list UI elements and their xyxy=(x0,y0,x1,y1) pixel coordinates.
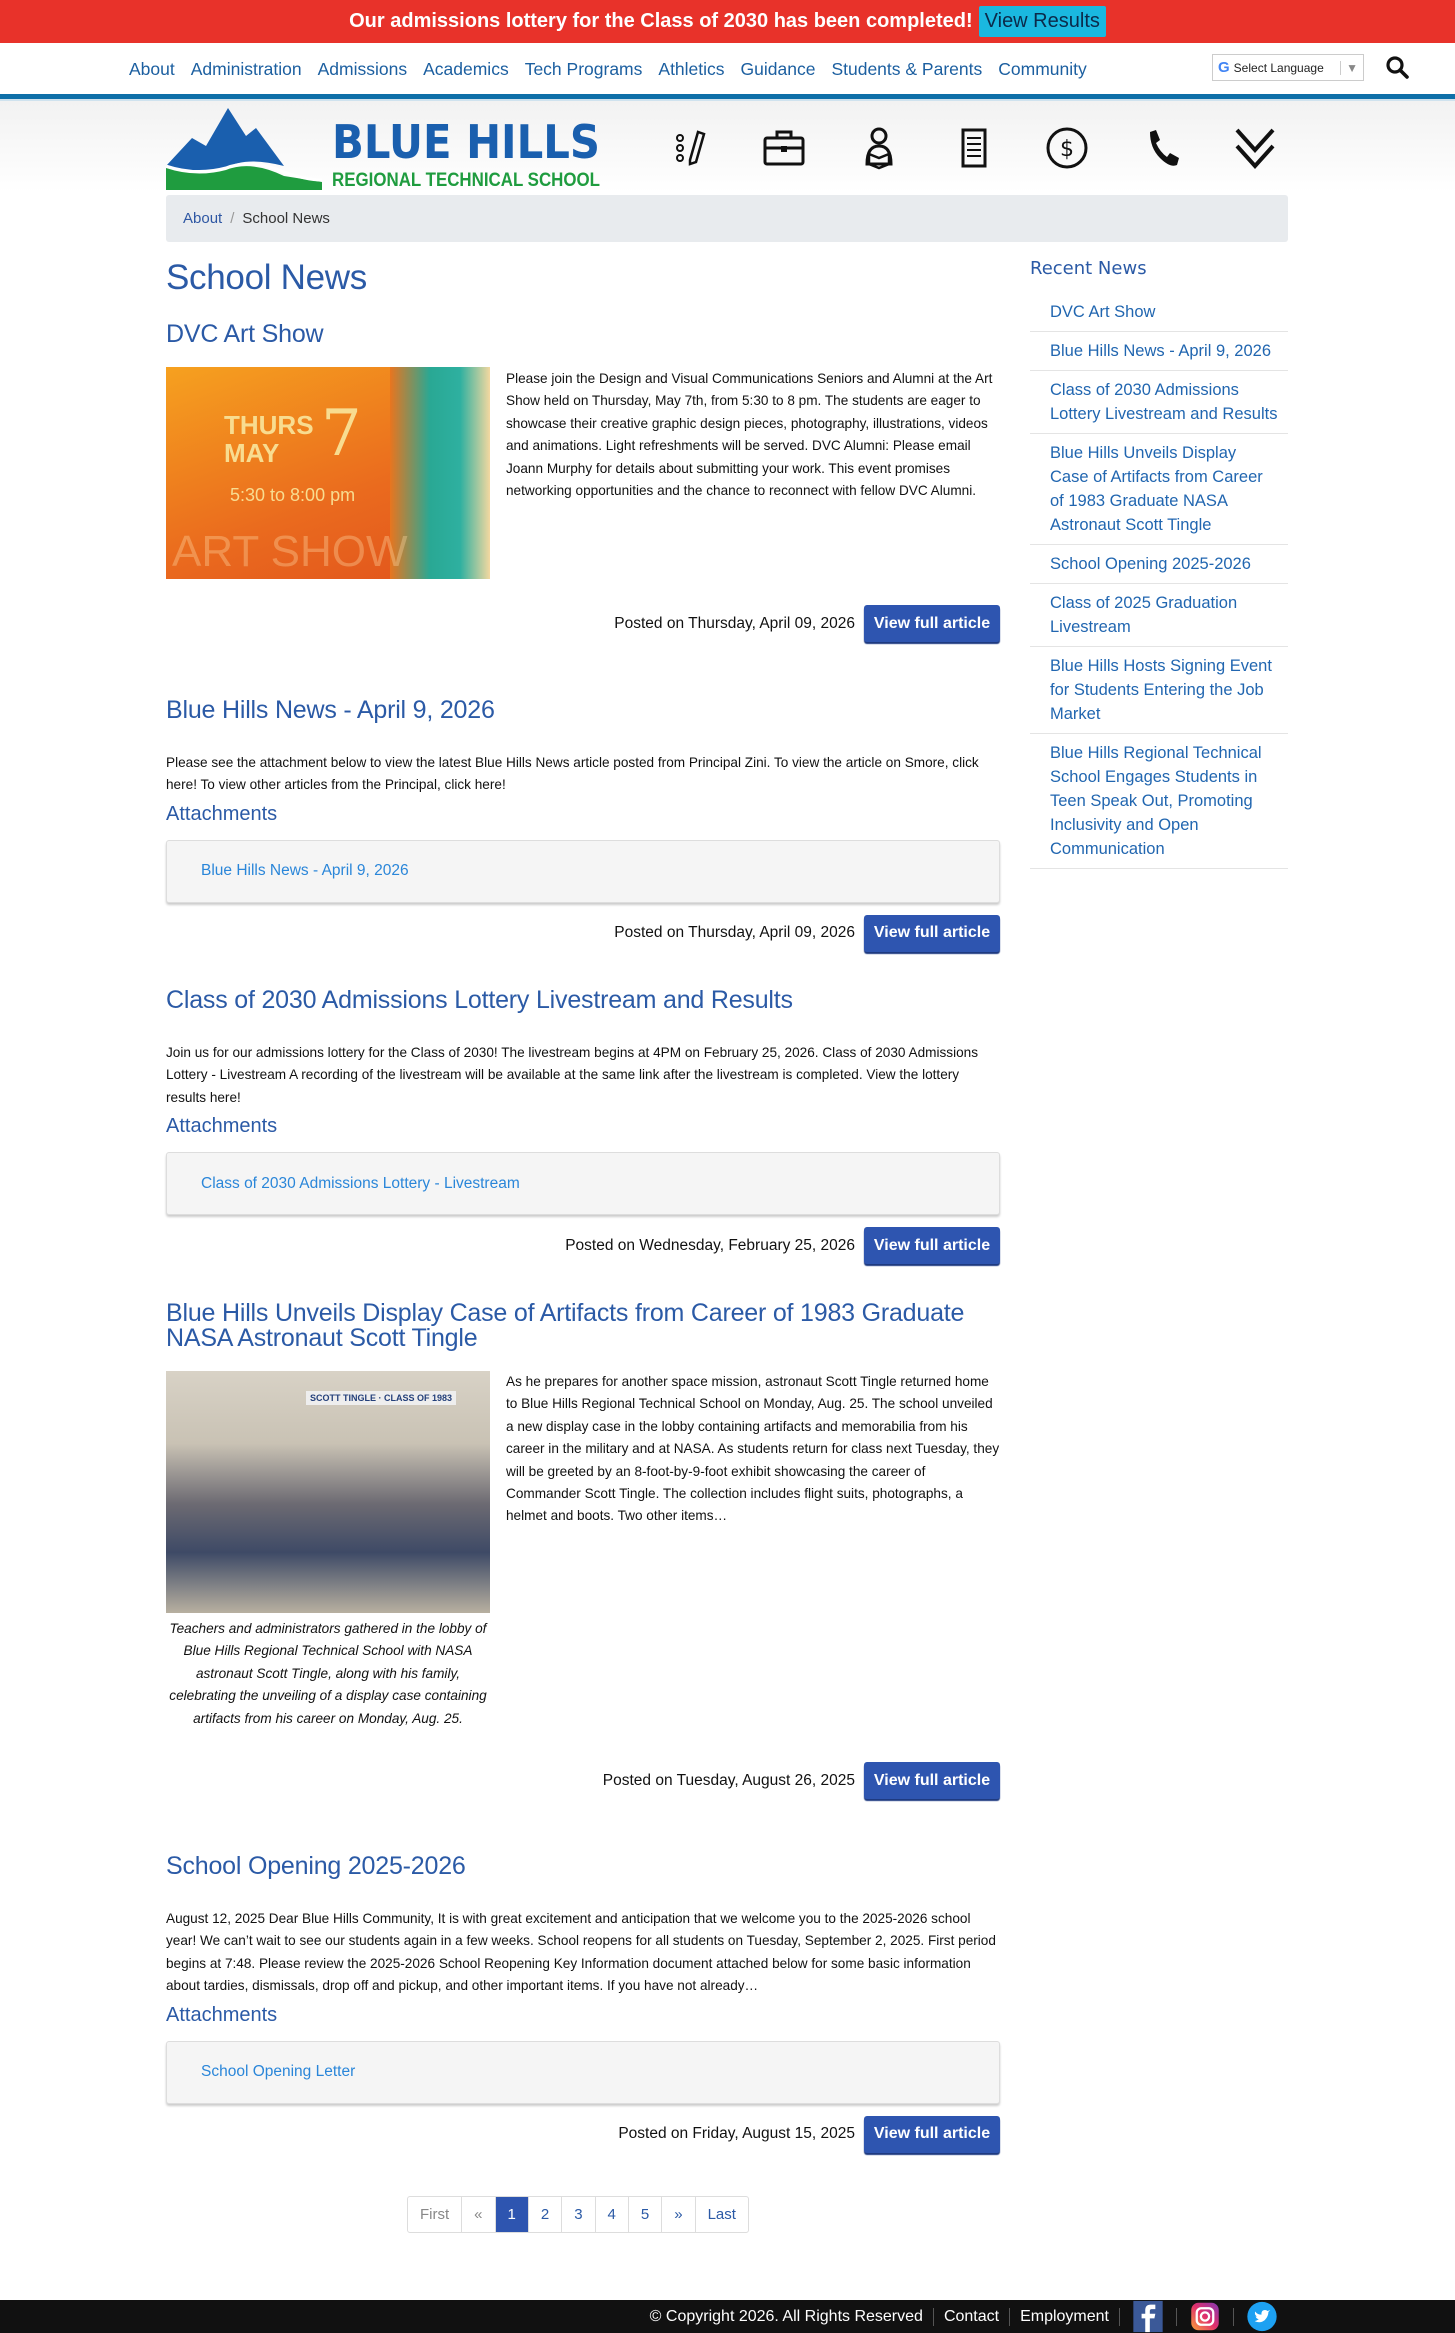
display-case-photo[interactable] xyxy=(166,1371,490,1613)
recent-news-link[interactable]: DVC Art Show xyxy=(1050,303,1156,321)
attachment-link[interactable]: Class of 2030 Admissions Lottery - Livestream xyxy=(201,1174,520,1192)
page-first[interactable]: First xyxy=(408,2197,462,2232)
news-article xyxy=(166,698,1000,988)
view-full-article-button[interactable]: View full article xyxy=(864,2116,1000,2153)
logo-line1: BLUE HILLS xyxy=(332,115,600,169)
contact-link[interactable]: Contact xyxy=(943,2307,1000,2325)
attachment-box xyxy=(166,1152,1000,1215)
article-body: Please join the Design and Visual Communications Seniors and Alumni at the Art Show held on Thursday, May 7th, from 5:30 to 8 pm. The students are eager to showcase their creative graphic design pieces, photography, illustrations, videos and animations. Light refreshments will be served. DVC Alumni: Please email Joann Murphy for details about submitting your work. This event promises networking opportunities and the chance to reconnect with fellow DVC Alumni. xyxy=(506,371,993,499)
article-body: As he prepares for another space mission, astronaut Scott Tingle returned home to Blue Hills Regional Technical School on Monday, Aug. 25. The school unveiled a new display case in the lobby containing artifacts and memorabilia from his career in the military and at NASA. As students return for class next Tuesday, they will be greeted by an 8-foot-by-9-foot exhibit showcasing the career of Commander Scott Tingle. The collection includes flight suits, photographs, a helmet and boots. Two other items… xyxy=(506,1374,1000,1524)
image-text-time: 5:30 to 8:00 pm xyxy=(230,485,356,505)
image-text-date: 7 xyxy=(321,397,362,471)
page-2[interactable]: 2 xyxy=(529,2197,562,2232)
page-title: School News xyxy=(166,258,367,297)
recent-news-item xyxy=(1030,647,1288,734)
breadcrumb-separator: / xyxy=(230,210,235,227)
divider xyxy=(1119,2308,1120,2326)
nav-tech-programs[interactable]: Tech Programs xyxy=(524,59,643,79)
breadcrumb xyxy=(166,195,1288,242)
recent-news-heading: Recent News xyxy=(1030,258,1147,279)
recent-news-link[interactable]: Class of 2025 Graduation Livestream xyxy=(1050,594,1238,636)
article-title[interactable]: Blue Hills Unveils Display Case of Artifacts from Career of 1983 Graduate NASA Astronaut Scott Tingle xyxy=(166,1299,965,1352)
article-body: August 12, 2025 Dear Blue Hills Community, It is with great excitement and anticipation that we welcome you to the 2025-2026 school year! We can’t wait to see our students again in a few weeks. School reopens for all students on Tuesday, September 2, 2025. First period begins at 7:48. Please review the 2025-2026 School Reopening Key Information document attached below for some basic information about tardies, dismissals, drop off and pickup, and other important items. If you have not already… xyxy=(166,1911,996,1994)
recent-news-link[interactable]: Blue Hills Regional Technical School Engages Students in Teen Speak Out, Promoting Inclusivity and Open Communication xyxy=(1050,744,1262,858)
recent-news-item xyxy=(1030,332,1288,371)
employment-link[interactable]: Employment xyxy=(1020,2307,1109,2325)
dollar-icon[interactable] xyxy=(1045,124,1089,172)
recent-news-item xyxy=(1030,371,1288,434)
student-reading-icon[interactable] xyxy=(857,124,901,172)
recent-news-link[interactable]: Blue Hills News - April 9, 2026 xyxy=(1050,342,1272,360)
recent-news-item xyxy=(1030,434,1288,545)
recent-news-item xyxy=(1030,584,1288,647)
attachment-link[interactable]: School Opening Letter xyxy=(201,2063,356,2081)
phone-icon[interactable] xyxy=(1140,124,1184,172)
attachments-heading: Attachments xyxy=(166,802,278,825)
attachment-link[interactable]: Blue Hills News - April 9, 2026 xyxy=(201,862,409,880)
school-logo[interactable] xyxy=(166,106,602,190)
facebook-icon[interactable] xyxy=(1130,2300,1166,2333)
attachment-box xyxy=(166,2041,1000,2104)
image-text-month: MAY xyxy=(224,438,280,468)
article-title[interactable]: School Opening 2025-2026 xyxy=(166,1852,466,1880)
nav-academics[interactable]: Academics xyxy=(423,59,509,79)
news-article xyxy=(166,1301,1000,1854)
pagination xyxy=(407,2196,749,2233)
divider xyxy=(1176,2308,1177,2326)
art-show-image[interactable] xyxy=(166,367,490,579)
posted-date: Posted on Friday, August 15, 2025 xyxy=(618,2125,855,2143)
recent-news-link[interactable]: School Opening 2025-2026 xyxy=(1050,555,1251,573)
news-article xyxy=(166,1854,1000,2153)
language-label: Select Language xyxy=(1233,60,1324,75)
divider xyxy=(1009,2308,1010,2326)
article-title[interactable]: Blue Hills News - April 9, 2026 xyxy=(166,696,495,724)
news-list xyxy=(166,258,1000,2153)
view-full-article-button[interactable]: View full article xyxy=(864,605,1000,642)
page-5[interactable]: 5 xyxy=(629,2197,662,2232)
search-icon[interactable] xyxy=(1385,55,1409,79)
page-next[interactable]: » xyxy=(662,2197,695,2232)
attachment-box xyxy=(166,840,1000,903)
attachments-heading: Attachments xyxy=(166,1115,278,1138)
pencil-checklist-icon[interactable] xyxy=(668,124,712,172)
svg-text:$: $ xyxy=(1060,137,1074,162)
language-select[interactable] xyxy=(1212,54,1364,81)
recent-news-item xyxy=(1030,293,1288,332)
briefcase-icon[interactable] xyxy=(762,124,806,172)
news-article xyxy=(166,988,1000,1301)
nav-athletics[interactable]: Athletics xyxy=(658,59,725,79)
recent-news-item xyxy=(1030,734,1288,869)
nav-admissions[interactable]: Admissions xyxy=(317,59,408,79)
posted-date: Posted on Tuesday, August 26, 2025 xyxy=(602,1771,855,1789)
alert-banner xyxy=(0,0,1455,43)
copyright: © Copyright 2026. All Rights Reserved xyxy=(649,2307,923,2325)
nav-administration[interactable]: Administration xyxy=(190,59,302,79)
page-4[interactable]: 4 xyxy=(596,2197,629,2232)
article-body: Join us for our admissions lottery for the Class of 2030! The livestream begins at 4PM on February 25, 2026. Class of 2030 Admissions Lottery - Livestream A recording of the livestream will be available at the same link after the livestream is completed. View the lottery results here! xyxy=(166,1045,979,1105)
twitter-icon[interactable] xyxy=(1244,2300,1280,2333)
divider xyxy=(933,2308,934,2326)
view-results-button[interactable]: View Results xyxy=(979,6,1106,37)
double-chevron-down-icon[interactable] xyxy=(1233,124,1277,172)
image-text-day: THURS xyxy=(224,410,314,440)
nav-about[interactable]: About xyxy=(129,59,175,79)
alert-message: Our admissions lottery for the Class of 2030 has been completed! xyxy=(349,10,973,32)
calendar-list-icon[interactable] xyxy=(952,124,996,172)
dropdown-arrow-icon: ▼ xyxy=(1340,61,1363,75)
posted-date: Posted on Wednesday, February 25, 2026 xyxy=(565,1236,855,1254)
article-title[interactable]: Class of 2030 Admissions Lottery Livestream and Results xyxy=(166,986,793,1014)
photo-banner: SCOTT TINGLE · CLASS OF 1983 xyxy=(306,1391,456,1405)
nav-students-parents[interactable]: Students & Parents xyxy=(831,59,983,79)
posted-date: Posted on Thursday, April 09, 2026 xyxy=(614,614,855,632)
google-icon: G xyxy=(1218,59,1230,76)
page-3[interactable]: 3 xyxy=(562,2197,595,2232)
recent-news-link[interactable]: Blue Hills Hosts Signing Event for Students Entering the Job Market xyxy=(1050,657,1272,723)
breadcrumb-about[interactable]: About xyxy=(183,210,223,227)
footer xyxy=(0,2300,1455,2333)
logo-line2: REGIONAL TECHNICAL SCHOOL xyxy=(332,170,601,191)
article-body: Please see the attachment below to view the latest Blue Hills News article posted from Principal Zini. To view the article on Smore, click here! To view other articles from the Principal, click here! xyxy=(166,755,979,793)
view-full-article-button[interactable]: View full article xyxy=(864,1227,1000,1264)
recent-news-sidebar xyxy=(1030,258,1288,869)
instagram-icon[interactable] xyxy=(1187,2300,1223,2333)
posted-date: Posted on Thursday, April 09, 2026 xyxy=(614,924,855,942)
nav-guidance[interactable]: Guidance xyxy=(740,59,816,79)
news-article xyxy=(166,322,1000,698)
attachments-heading: Attachments xyxy=(166,2003,278,2026)
article-title[interactable]: DVC Art Show xyxy=(166,320,324,348)
photo-caption: Teachers and administrators gathered in the lobby of Blue Hills Regional Technical School with NASA astronaut Scott Tingle, along with his family, celebrating the unveiling of a display case containing artifacts from his career on Monday, Aug. 25. xyxy=(169,1621,487,1726)
image-text-show: ART SHOW xyxy=(172,527,408,576)
recent-news-item xyxy=(1030,545,1288,584)
divider xyxy=(1233,2308,1234,2326)
view-full-article-button[interactable]: View full article xyxy=(864,1762,1000,1799)
breadcrumb-current: School News xyxy=(242,210,330,227)
view-full-article-button[interactable]: View full article xyxy=(864,915,1000,952)
nav-community[interactable]: Community xyxy=(998,59,1087,79)
page-last[interactable]: Last xyxy=(707,2206,736,2223)
recent-news-link[interactable]: Class of 2030 Admissions Lottery Livestream and Results xyxy=(1050,381,1278,423)
page-1[interactable]: 1 xyxy=(496,2197,529,2232)
page-prev[interactable]: « xyxy=(462,2197,495,2232)
recent-news-link[interactable]: Blue Hills Unveils Display Case of Artifacts from Career of 1983 Graduate NASA Astronaut Scott Tingle xyxy=(1050,444,1263,534)
